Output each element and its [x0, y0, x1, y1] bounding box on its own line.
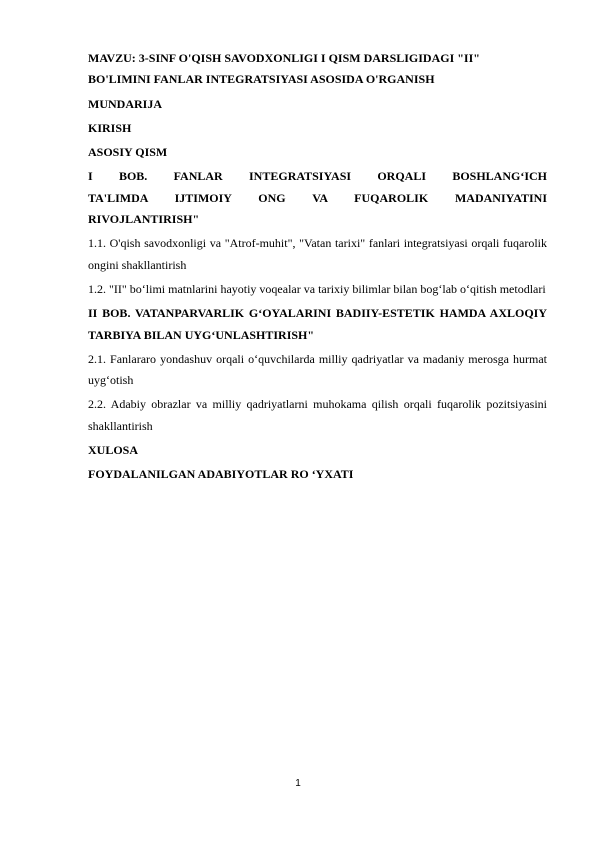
section-1-2: 1.2. "II" bo‘limi matnlarini hayotiy voqealar va tarixiy bilimlar bilan bog‘lab o‘qitish metodlari [88, 281, 546, 296]
main-part-heading: ASOSIY QISM [88, 145, 168, 160]
conclusion-heading: XULOSA [88, 443, 139, 458]
document-page [88, 48, 547, 489]
contents-heading: MUNDARIJA [88, 96, 162, 111]
section-2-1: 2.1. Fanlararo yondashuv orqali o‘quvchilarda milliy qadriyatlar va madaniy merosga hurmat uyg‘otish [88, 351, 547, 388]
intro-heading: KIRISH [88, 120, 132, 135]
chapter-1-heading [88, 166, 547, 230]
title-line-1: MAVZU: 3-SINF O'QISH SAVODXONLIGI I QISM DARSLIGIDAGI "II" [88, 51, 480, 65]
page-number: 1 [295, 778, 301, 789]
chapter-1-line-1: I BOB. FANLAR INTEGRATSIYASI ORQALI BOSHLANG‘ICH [88, 169, 547, 184]
section-2-2: 2.2. Adabiy obrazlar va milliy qadriyatlarni muhokama qilish orqali fuqarolik pozitsiyasini shakllantirish [88, 397, 547, 433]
chapter-1-line-3: RIVOJLANTIRISH" [88, 212, 200, 227]
section-1-1: 1.1. O'qish savodxonligi va "Atrof-muhit", "Vatan tarixi" fanlari integratsiyasi orqali fuqarolik ongini shakllantirish [88, 236, 547, 272]
chapter-2-heading: II BOB. VATANPARVARLIK G‘OYALARINI BADIIY-ESTETIK HAMDA AXLOQIY TARBIYA BILAN UYG‘UNLASHTIRISH" [88, 306, 547, 342]
title-line-2: BO'LIMINI FANLAR INTEGRATSIYASI ASOSIDA O'RGANISH [88, 72, 435, 87]
document-title [88, 48, 547, 91]
references-heading: FOYDALANILGAN ADABIYOTLAR RO ‘YXATI [88, 467, 354, 482]
chapter-1-line-2: TA'LIMDA IJTIMOIY ONG VA FUQAROLIK MADANIYATINI [88, 190, 547, 205]
